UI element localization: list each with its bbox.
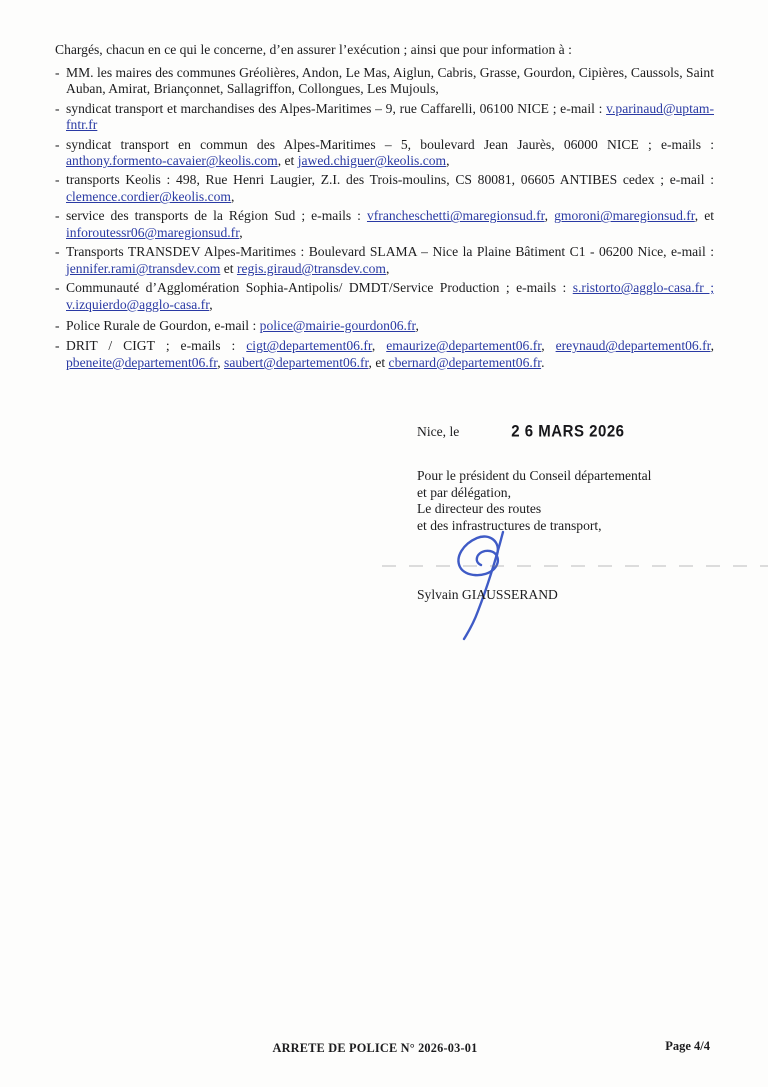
email-link[interactable]: v.parinaud@uptam-fntr.fr [66, 100, 714, 133]
item-text: , et [368, 354, 389, 370]
email-link[interactable]: police@mairie-gourdon06.fr [259, 317, 416, 333]
list-item [55, 65, 714, 98]
list-dash: - [55, 100, 60, 116]
item-text: syndicat transport en commun des Alpes-Maritimes – 5, boulevard Jean Jaurès, 06000 NICE ; e-mails : [66, 136, 714, 152]
item-text: Communauté d’Agglomération Sophia-Antipolis/ DMDT/Service Production ; e-mails : [66, 280, 573, 296]
footer-page-number: Page 4/4 [665, 1039, 710, 1053]
delegation-line: Pour le président du Conseil départemental [417, 468, 652, 483]
list-dash: - [55, 244, 60, 260]
delegation-line: et par délégation, [417, 484, 511, 500]
item-text: , [446, 153, 450, 169]
list-dash: - [55, 338, 60, 354]
item-text: , [231, 189, 235, 205]
item-text: , [541, 338, 556, 354]
email-link[interactable]: cigt@departement06.fr [246, 338, 372, 354]
item-text: , [217, 354, 225, 370]
signatory-name: Sylvain GIAUSSERAND [417, 586, 558, 602]
email-link[interactable]: anthony.formento-cavaier@keolis.com [66, 153, 278, 169]
item-text: Transports TRANSDEV Alpes-Maritimes : Boulevard SLAMA – Nice la Plaine Bâtiment C1 - 06200 Nice, e-mail : [66, 244, 714, 260]
item-text: transports Keolis : 498, Rue Henri Laugier, Z.I. des Trois-moulins, CS 80081, 06605 ANTIBES cedex ; e-mail : [66, 172, 714, 188]
item-text: MM. les maires des communes Gréolières, Andon, Le Mas, Aiglun, Cabris, Grasse, Gourdon, Cipières, Caussols, Saint Auban, Amirat, Briançonnet, Sallagriffon, Collongues, Les Mujouls, [66, 64, 714, 97]
item-text: , [371, 338, 387, 354]
list-dash: - [55, 64, 60, 80]
email-link[interactable]: v.izquierdo@agglo-casa.fr [66, 296, 210, 312]
list-dash: - [55, 208, 60, 224]
item-text: . [541, 354, 545, 370]
list-item [55, 208, 714, 241]
item-text: , [239, 225, 243, 241]
signature-block [417, 424, 727, 635]
email-link[interactable]: jawed.chiguer@keolis.com [297, 153, 447, 169]
email-link[interactable]: clemence.cordier@keolis.com [66, 189, 231, 205]
list-item [55, 318, 714, 335]
item-text: , et [277, 153, 298, 169]
email-link[interactable]: pbeneite@departement06.fr [66, 354, 218, 370]
list-dash: - [55, 280, 60, 296]
email-link[interactable]: s.ristorto@agglo-casa.fr ; [572, 280, 714, 296]
email-link[interactable]: saubert@departement06.fr [224, 354, 369, 370]
list-item [55, 338, 714, 371]
item-text: , [415, 317, 419, 333]
scan-artifact [382, 565, 768, 567]
intro-line: Chargés, chacun en ce qui le concerne, d’en assurer l’exécution ; ainsi que pour information à : [55, 42, 572, 57]
item-text: Police Rurale de Gourdon, e-mail : [66, 317, 260, 333]
item-text: DRIT / CIGT ; e-mails : [66, 338, 247, 354]
list-item [55, 280, 714, 313]
list-item [55, 137, 714, 170]
email-link[interactable]: ereynaud@departement06.fr [555, 338, 711, 354]
dateline [417, 424, 727, 444]
email-link[interactable]: inforoutessr06@maregionsud.fr [66, 225, 240, 241]
date-stamp: 2 6 MARS 2026 [511, 422, 625, 441]
place-label: Nice, le [417, 424, 460, 439]
delegation-line: et des infrastructures de transport, [417, 518, 602, 534]
list-item [55, 244, 714, 277]
email-link[interactable]: cbernard@departement06.fr [388, 354, 542, 370]
delegation-lines [417, 468, 727, 535]
delegation-line: Le directeur des routes [417, 501, 542, 517]
email-link[interactable]: regis.giraud@transdev.com [236, 260, 386, 276]
signature-area [417, 535, 727, 635]
item-text: , [544, 208, 555, 224]
recipients-section [55, 42, 714, 374]
item-text: et [220, 260, 237, 276]
item-text: , [209, 296, 213, 312]
email-link[interactable]: gmoroni@maregionsud.fr [554, 208, 695, 224]
list-item [55, 101, 714, 134]
handwritten-signature-icon [433, 529, 537, 641]
footer-document-title: ARRETE DE POLICE N° 2026-03-01 [272, 1041, 478, 1055]
list-dash: - [55, 136, 60, 152]
list-item [55, 172, 714, 205]
email-link[interactable]: vfrancheschetti@maregionsud.fr [366, 208, 545, 224]
email-link[interactable]: emaurize@departement06.fr [386, 338, 542, 354]
item-text: service des transports de la Région Sud ; e-mails : [66, 208, 367, 224]
item-text: , [710, 338, 715, 354]
item-text: syndicat transport et marchandises des Alpes-Maritimes – 9, rue Caffarelli, 06100 NICE ; e-mail : [66, 100, 607, 116]
item-text: , [385, 260, 390, 276]
email-link[interactable]: jennifer.rami@transdev.com [66, 260, 221, 276]
item-text: , et [694, 208, 715, 224]
list-dash: - [55, 317, 60, 333]
list-dash: - [55, 172, 60, 188]
